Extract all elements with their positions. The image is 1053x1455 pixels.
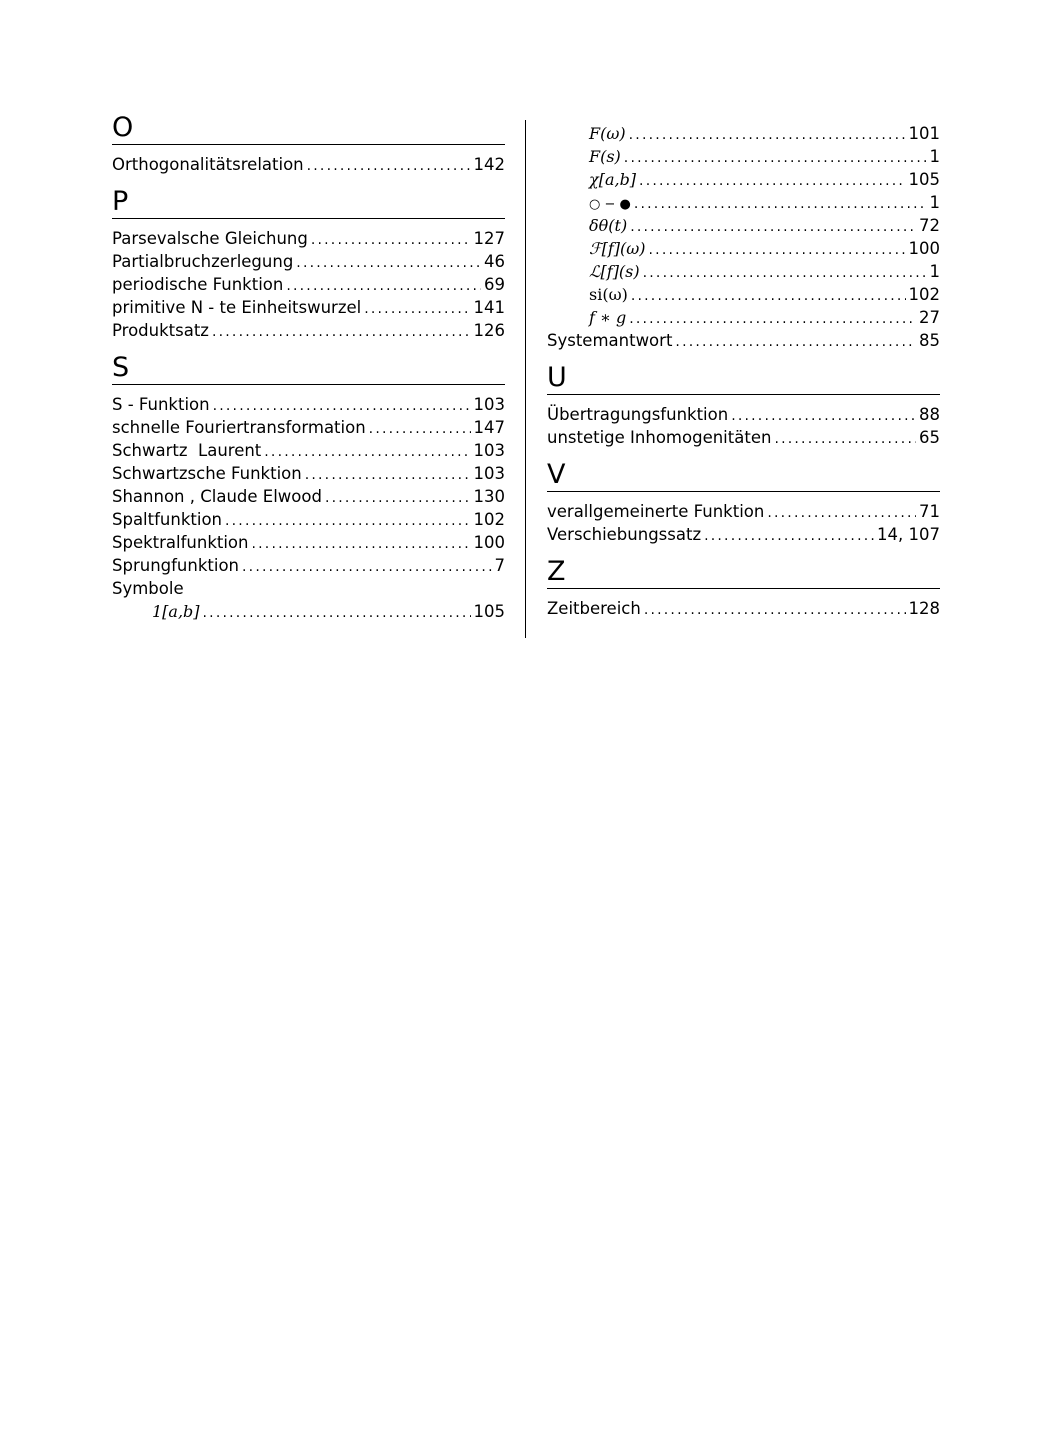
- entry-page[interactable]: 27: [919, 308, 940, 327]
- leader-dots: [264, 441, 470, 464]
- index-subentry[interactable]: [547, 168, 940, 191]
- leader-dots: [649, 239, 906, 262]
- index-entry[interactable]: [112, 554, 505, 577]
- entry-symbol: F(s): [589, 147, 621, 166]
- entry-symbol: f ∗ g: [589, 308, 627, 327]
- entry-page[interactable]: 126: [473, 321, 505, 340]
- entry-symbol: 1[a,b]: [152, 602, 200, 621]
- index-subentry[interactable]: [547, 237, 940, 260]
- entry-term: Sprungfunktion: [112, 556, 240, 575]
- entry-symbol: si(ω): [589, 285, 628, 304]
- entry-term: Schwartz Laurent: [112, 441, 262, 460]
- leader-dots: [639, 170, 905, 193]
- entry-term: Zeitbereich: [547, 599, 641, 618]
- leader-dots: [225, 510, 471, 533]
- index-entry[interactable]: [112, 531, 505, 554]
- leader-dots: [286, 275, 481, 298]
- symbol-subentries: [547, 122, 940, 352]
- index-entry[interactable]: [547, 329, 940, 352]
- entry-page[interactable]: 69: [484, 275, 505, 294]
- entry-page[interactable]: 14, 107: [877, 525, 940, 544]
- index-entry[interactable]: [547, 500, 940, 523]
- entry-page[interactable]: 71: [919, 502, 940, 521]
- index-entry[interactable]: [547, 523, 940, 546]
- entry-term: unstetige Inhomogenitäten: [547, 428, 772, 447]
- index-section-u: [547, 362, 940, 449]
- index-entry[interactable]: [112, 416, 505, 439]
- entry-page[interactable]: 100: [908, 239, 940, 258]
- section-letter: U: [547, 362, 940, 395]
- entry-term: Spektralfunktion: [112, 533, 249, 552]
- entry-page[interactable]: 127: [473, 229, 505, 248]
- entry-term: schnelle Fouriertransformation: [112, 418, 366, 437]
- leader-dots: [630, 216, 916, 239]
- leader-dots: [634, 193, 927, 216]
- leader-dots: [774, 428, 916, 451]
- leader-dots: [203, 602, 471, 625]
- index-subentry[interactable]: [547, 260, 940, 283]
- index-subentry[interactable]: [547, 214, 940, 237]
- index-column-right: [547, 122, 940, 630]
- leader-dots: [364, 298, 470, 321]
- entry-page[interactable]: 102: [908, 285, 940, 304]
- entry-term: Parsevalsche Gleichung: [112, 229, 308, 248]
- index-section-s: [112, 352, 505, 623]
- section-letter: Z: [547, 556, 940, 589]
- index-section-z: [547, 556, 940, 620]
- entry-page[interactable]: 100: [473, 533, 505, 552]
- index-entry[interactable]: [547, 597, 940, 620]
- leader-dots: [643, 262, 927, 285]
- index-entry[interactable]: [112, 227, 505, 250]
- leader-dots: [325, 487, 471, 510]
- leader-dots: [311, 229, 471, 252]
- leader-dots: [629, 124, 906, 147]
- entry-term: Partialbruchzerlegung: [112, 252, 294, 271]
- entry-term: Orthogonalitätsrelation: [112, 155, 304, 174]
- index-entry[interactable]: [112, 439, 505, 462]
- entry-page[interactable]: 102: [473, 510, 505, 529]
- entry-page[interactable]: 88: [919, 405, 940, 424]
- entry-symbol: ℒ[f](s): [589, 262, 640, 281]
- entry-page[interactable]: 103: [473, 395, 505, 414]
- leader-dots: [212, 321, 471, 344]
- entry-page[interactable]: 105: [908, 170, 940, 189]
- entry-term: primitive N - te Einheitswurzel: [112, 298, 362, 317]
- entry-page[interactable]: 101: [908, 124, 940, 143]
- entry-symbol: ℱ[f](ω): [589, 239, 646, 258]
- leader-dots: [629, 308, 916, 331]
- leader-dots: [624, 147, 927, 170]
- entry-term: Produktsatz: [112, 321, 209, 340]
- entry-term: Symbole: [112, 579, 184, 598]
- index-entry[interactable]: [112, 462, 505, 485]
- index-subentry[interactable]: [547, 145, 940, 168]
- leader-dots: [213, 395, 471, 418]
- index-section-v: [547, 459, 940, 546]
- entry-term: periodische Funktion: [112, 275, 284, 294]
- entry-page[interactable]: 130: [473, 487, 505, 506]
- entry-symbol: ○ − ●: [589, 197, 631, 212]
- entry-page[interactable]: 1: [929, 147, 940, 166]
- entry-page[interactable]: 85: [919, 331, 940, 350]
- index-entry[interactable]: [112, 296, 505, 319]
- section-letter: O: [112, 112, 505, 145]
- entry-page[interactable]: 103: [473, 464, 505, 483]
- index-section-p: [112, 186, 505, 342]
- leader-dots: [307, 155, 471, 178]
- index-subentry[interactable]: [112, 600, 505, 623]
- entry-term: Übertragungsfunktion: [547, 405, 729, 424]
- leader-dots: [675, 331, 916, 354]
- entry-term: verallgemeinerte Funktion: [547, 502, 765, 521]
- entry-page[interactable]: 128: [908, 599, 940, 618]
- index-subentry[interactable]: [547, 306, 940, 329]
- entry-page[interactable]: 72: [919, 216, 940, 235]
- index-entry[interactable]: [112, 485, 505, 508]
- index-entry-heading: [112, 577, 505, 600]
- index-entry[interactable]: [112, 508, 505, 531]
- section-letter: V: [547, 459, 940, 492]
- entry-page[interactable]: 141: [473, 298, 505, 317]
- entry-page[interactable]: 1: [929, 262, 940, 281]
- index-subentry[interactable]: [547, 191, 940, 214]
- entry-term: Shannon , Claude Elwood: [112, 487, 322, 506]
- entry-page[interactable]: 105: [473, 602, 505, 621]
- entry-page[interactable]: 1: [929, 193, 940, 212]
- leader-dots: [731, 405, 916, 428]
- entry-page[interactable]: 7: [494, 556, 505, 575]
- index-entry[interactable]: [112, 393, 505, 416]
- entry-term: Verschiebungssatz: [547, 525, 702, 544]
- index-section-o: [112, 112, 505, 176]
- leader-dots: [305, 464, 471, 487]
- entry-term: S - Funktion: [112, 395, 210, 414]
- index-entry[interactable]: [547, 403, 940, 426]
- index-column-left: [112, 112, 505, 633]
- entry-symbol: F(ω): [589, 124, 626, 143]
- section-letter: S: [112, 352, 505, 385]
- index-entry[interactable]: [112, 153, 505, 176]
- column-divider: [525, 120, 526, 638]
- leader-dots: [704, 525, 874, 548]
- leader-dots: [369, 418, 471, 441]
- leader-dots: [296, 252, 481, 275]
- entry-term: Systemantwort: [547, 331, 673, 350]
- leader-dots: [644, 599, 906, 622]
- leader-dots: [631, 285, 906, 308]
- entry-symbol: δθ(t): [589, 216, 628, 235]
- index-entry[interactable]: [112, 273, 505, 296]
- index-entry[interactable]: [547, 426, 940, 449]
- entry-page[interactable]: 103: [473, 441, 505, 460]
- index-entry[interactable]: [112, 319, 505, 342]
- section-letter: P: [112, 186, 505, 219]
- index-subentry[interactable]: [547, 283, 940, 306]
- leader-dots: [252, 533, 471, 556]
- leader-dots: [767, 502, 916, 525]
- leader-dots: [242, 556, 491, 579]
- entry-page[interactable]: 65: [919, 428, 940, 447]
- entry-term: Spaltfunktion: [112, 510, 222, 529]
- entry-symbol: χ[a,b]: [589, 170, 637, 189]
- index-subentry[interactable]: [547, 122, 940, 145]
- entry-page[interactable]: 142: [473, 155, 505, 174]
- entry-page[interactable]: 46: [484, 252, 505, 271]
- entry-term: Schwartzsche Funktion: [112, 464, 302, 483]
- index-entry[interactable]: [112, 250, 505, 273]
- entry-page[interactable]: 147: [473, 418, 505, 437]
